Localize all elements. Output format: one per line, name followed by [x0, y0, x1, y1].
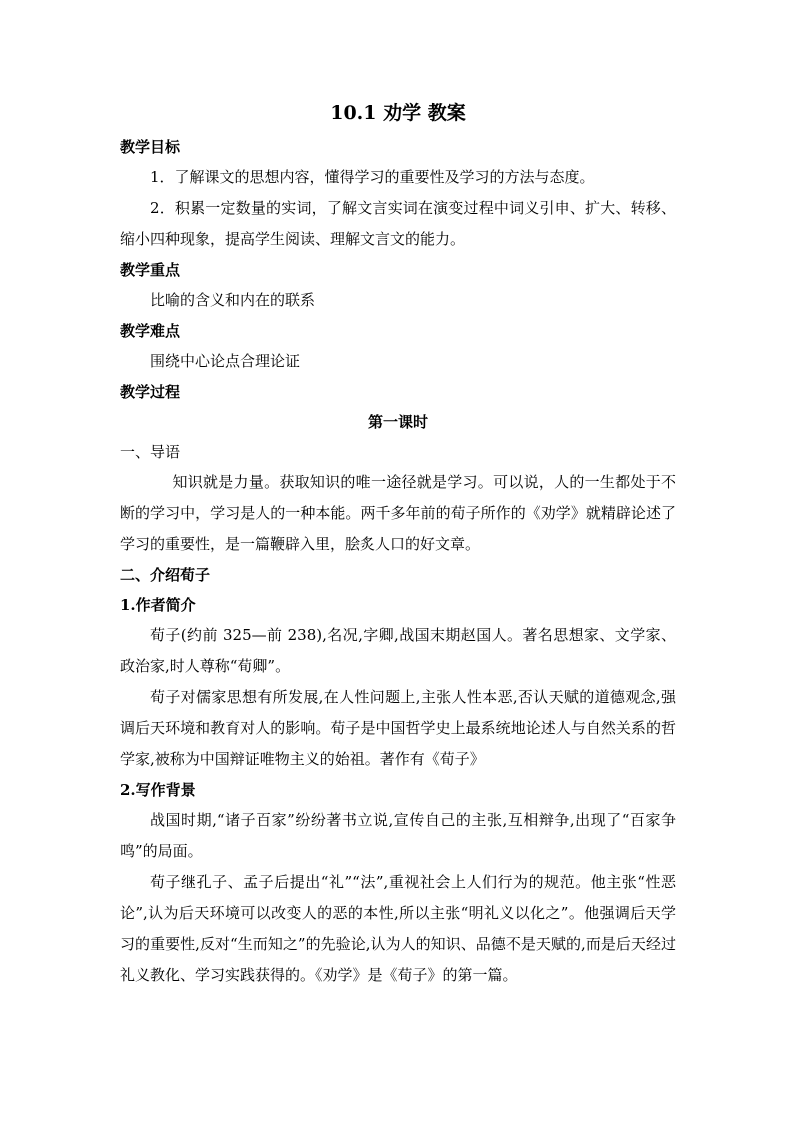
xunzi-heading: 二、介绍荀子 [120, 566, 211, 584]
intro-text: 知识就是力量。获取知识的唯一途径就是学习。可以说，人的一生都处于不断的学习中，学习是人的一种本能。两千多年前的荀子所作的《劝学》就精辟论述了学习的重要性，是一篇鞭辟入里，脍炙人口的好文章。 [120, 473, 676, 553]
goals-heading: 教学目标 [120, 138, 181, 156]
intro-heading: 一、导语 [120, 443, 181, 461]
difficult-points-heading: 教学难点 [120, 322, 181, 340]
author-profile-heading: 1.作者简介 [120, 596, 196, 614]
document-title: 10.1 劝学 教案 [330, 102, 466, 124]
author-profile-para-2: 荀子对儒家思想有所发展,在人性问题上,主张人性本恶,否认天赋的道德观念,强调后天环境和教育对人的影响。荀子是中国哲学史上最系统地论述人与自然关系的哲学家,被称为中国辩证唯物主义的始祖。著作有《荀子》 [120, 688, 676, 768]
difficult-points-text: 围绕中心论点合理论证 [150, 352, 301, 370]
lesson-label: 第一课时 [367, 413, 428, 431]
key-points-heading: 教学重点 [120, 261, 181, 279]
process-heading: 教学过程 [120, 383, 181, 401]
goal-item-2: 2．积累一定数量的实词，了解文言实词在演变过程中词义引申、扩大、转移、缩小四种现象，提高学生阅读、理解文言文的能力。 [120, 199, 676, 248]
key-points-text: 比喻的含义和内在的联系 [150, 291, 316, 309]
background-heading: 2.写作背景 [120, 781, 196, 799]
goal-item-1: 1．了解课文的思想内容，懂得学习的重要性及学习的方法与态度。 [150, 168, 595, 186]
document-page [120, 98, 676, 991]
background-para-2: 荀子继孔子、孟子后提出“礼”“法”,重视社会上人们行为的规范。他主张“性恶论”,认为后天环境可以改变人的恶的本性,所以主张“明礼义以化之”。他强调后天学习的重要性,反对“生而知之”的先验论,认为人的知识、品德不是天赋的,而是后天经过礼义教化、学习实践获得的。《劝学》是《荀子》的第一篇。 [120, 873, 676, 984]
author-profile-para-1: 荀子(约前 325—前 238),名况,字卿,战国末期赵国人。著名思想家、文学家、政治家,时人尊称“荀卿”。 [120, 626, 676, 675]
background-para-1: 战国时期,“诸子百家”纷纷著书立说,宣传自己的主张,互相辩争,出现了“百家争鸣”的局面。 [120, 811, 676, 860]
